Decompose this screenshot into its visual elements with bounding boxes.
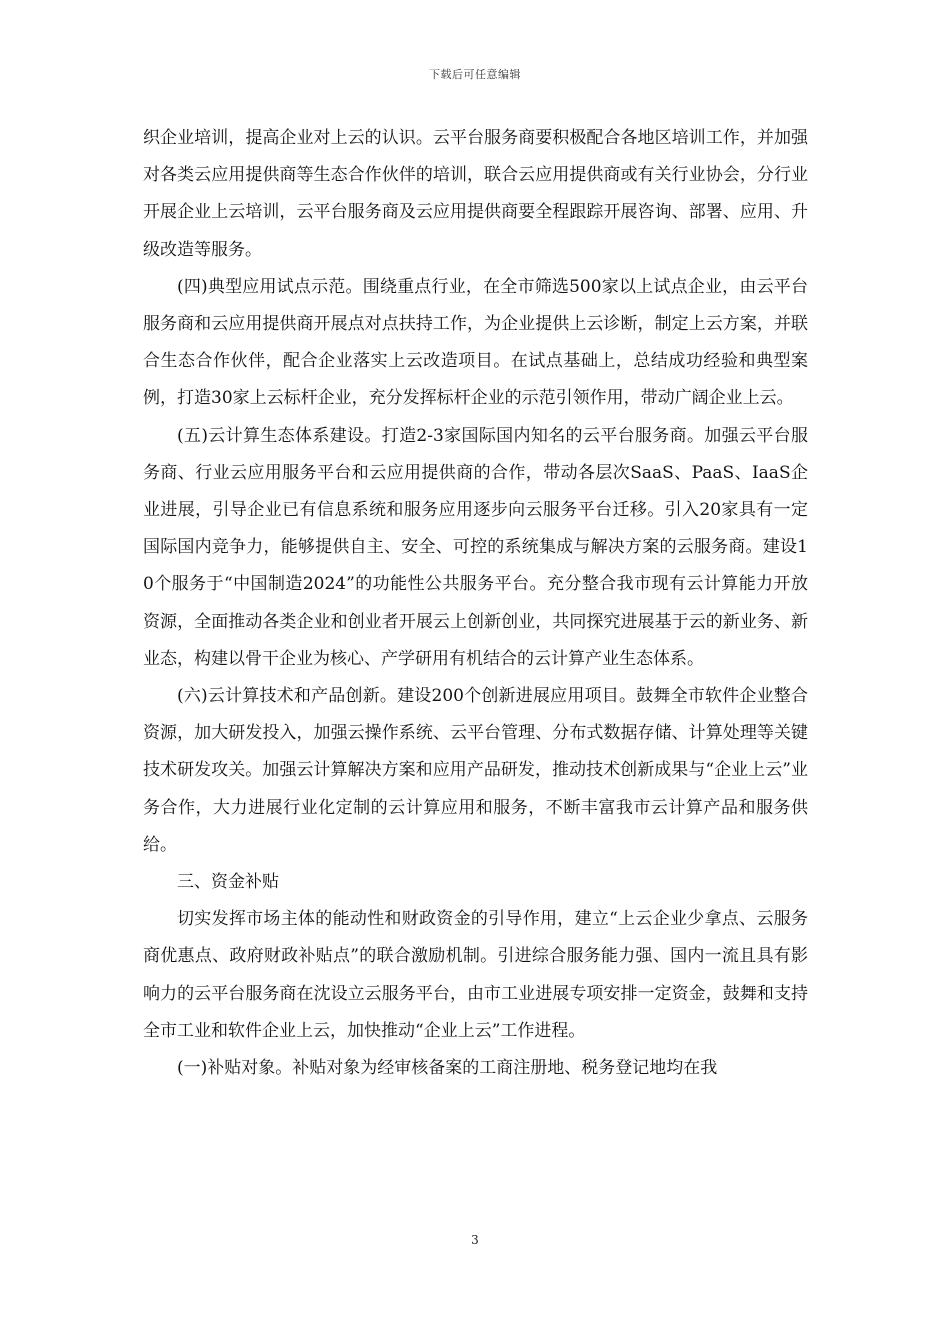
paragraph-cloud-ecosystem: (五)云计算生态体系建设。打造2-3家国际国内知名的云平台服务商。加强云平台服务商、行业云应用服务平台和云应用提供商的合作，带动各层次SaaS、PaaS、IaaS企业进展，引导企业已有信息系统和服务应用逐步向云服务平台迁移。引入20家具有一定国际国内竞争力，能够提供自主、安全、可控的系统集成与解决方案的云服务商。建设10个服务于“中国制造2024”的功能性公共服务平台。充分整合我市现有云计算能力开放资源，全面推动各类企业和创业者开展云上创新创业，共同探究进展基于云的新业务、新业态，构建以骨干企业为核心、产学研用有机结合的云计算产业生态体系。 <box>143 425 808 669</box>
paragraph-training-continuation: 织企业培训，提高企业对上云的认识。云平台服务商要积极配合各地区培训工作，并加强对各类云应用提供商等生态合作伙伴的培训，联合云应用提供商或有关行业协会，分行业开展企业上云培训，云平台服务商及云应用提供商要全程跟踪开展咨询、部署、应用、升级改造等服务。 <box>143 128 808 260</box>
page-header: 下载后可任意编辑 <box>429 68 521 81</box>
paragraph-technology-innovation: (六)云计算技术和产品创新。建设200个创新进展应用项目。鼓舞全市软件企业整合资源，加大研发投入，加强云操作系统、云平台管理、分布式数据存储、计算处理等关键技术研发攻关。加强云计算解决方案和应用产品研发，推动技术创新成果与“企业上云”业务合作，大力进展行业化定制的云计算应用和服务，不断丰富我市云计算产品和服务供给。 <box>143 686 808 855</box>
paragraph-subsidy-targets: (一)补贴对象。补贴对象为经审核备案的工商注册地、税务登记地均在我 <box>177 1058 718 1079</box>
document-body <box>143 120 808 1087</box>
section-heading-funding-subsidy: 三、资金补贴 <box>177 872 279 893</box>
paragraph-pilot-demonstration: (四)典型应用试点示范。围绕重点行业，在全市筛选500家以上试点企业，由云平台服务商和云应用提供商开展点对点扶持工作，为企业提供上云诊断，制定上云方案，并联合生态合作伙伴，配合企业落实上云改造项目。在试点基础上，总结成功经验和典型案例，打造30家上云标杆企业，充分发挥标杆企业的示范引领作用，带动广阔企业上云。 <box>143 276 808 409</box>
paragraph-funding-mechanism: 切实发挥市场主体的能动性和财政资金的引导作用，建立“上云企业少拿点、云服务商优惠点、政府财政补贴点”的联合激励机制。引进综合服务能力强、国内一流且具有影响力的云平台服务商在沈设立云服务平台，由市工业进展专项安排一定资金，鼓舞和支持全市工业和软件企业上云，加快推动“企业上云”工作进程。 <box>143 909 808 1041</box>
page-number: 3 <box>471 1233 479 1247</box>
